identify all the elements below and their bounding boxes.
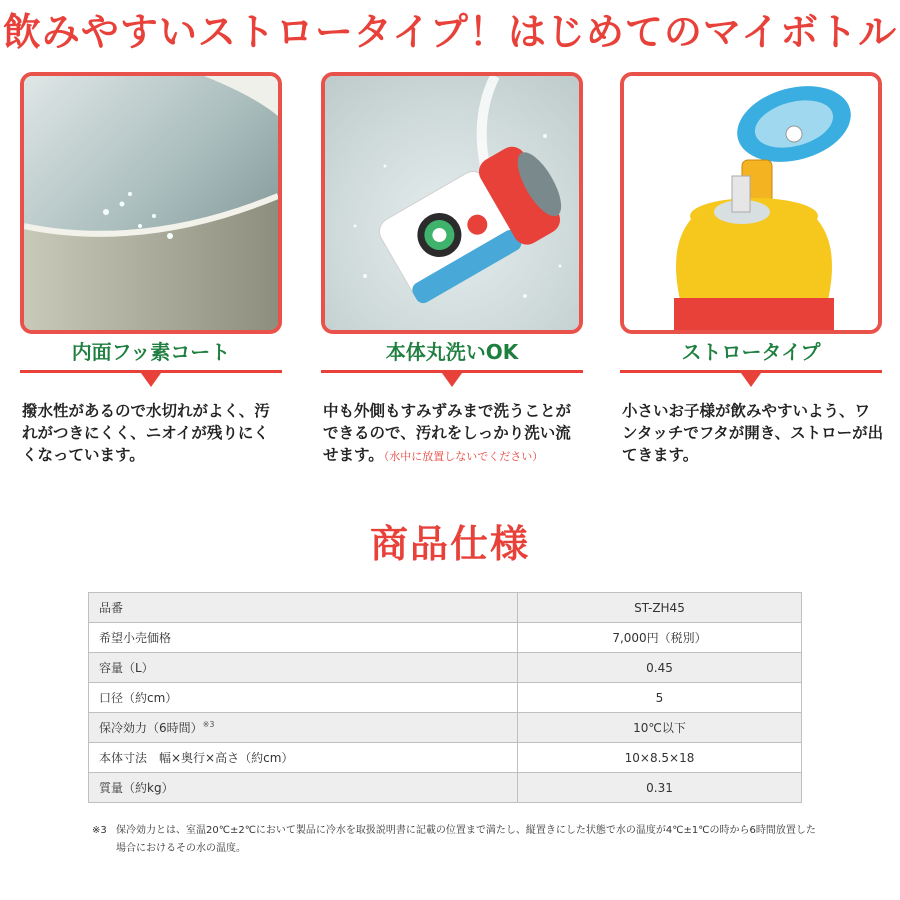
feature-description xyxy=(323,400,585,468)
spec-label: 保冷効力（6時間） xyxy=(99,721,203,735)
spec-value: 0.45 xyxy=(518,653,802,683)
spec-row xyxy=(89,743,802,773)
description-text: 小さいお子様が飲みやすいよう、ワンタッチでフタが開き、ストローが出てきます。 xyxy=(622,402,884,464)
feature-description xyxy=(622,400,884,466)
spec-label: 容量（L） xyxy=(89,653,518,683)
footnote-ref: ※3 xyxy=(202,720,215,729)
headline: 飲みやすいストロータイプ！はじめてのマイボトル xyxy=(2,10,898,54)
spec-value: 7,000円（税別） xyxy=(518,623,802,653)
spec-row xyxy=(89,653,802,683)
spec-value: 5 xyxy=(518,683,802,713)
feature-description xyxy=(22,400,284,466)
spec-row xyxy=(89,683,802,713)
spec-value: 10×8.5×18 xyxy=(518,743,802,773)
caption-pointer xyxy=(442,373,462,387)
feature-section xyxy=(0,72,900,472)
washing-note: （水中に放置しないでください） xyxy=(383,450,544,463)
straw-photo xyxy=(620,72,882,334)
feature-caption: 本体丸洗いOK xyxy=(385,340,519,364)
description-text: 撥水性があるので水切れがよく、汚れがつきにくく、ニオイが残りにくくなっています。 xyxy=(22,402,270,464)
spec-value: 0.31 xyxy=(518,773,802,803)
description-text: 中も外側もすみずみまで洗うことができるので、汚れをしっかり洗い流せます。 xyxy=(323,402,572,464)
spec-table xyxy=(88,592,802,803)
spec-label: 本体寸法 幅×奥行×高さ（約cm） xyxy=(89,743,518,773)
caption-pointer xyxy=(741,373,761,387)
feature-caption: ストロータイプ xyxy=(681,340,821,364)
footnote-text: 保冷効力とは、室温20℃±2℃において製品に冷水を取扱説明書に記載の位置まで満たし、縦置きにした状態で水の温度が4℃±1℃の時から6時間放置した場合におけるその水の温度。 xyxy=(116,825,816,854)
spec-label: 希望小売価格 xyxy=(89,623,518,653)
spec-row xyxy=(89,713,802,743)
spec-label-cell xyxy=(89,713,518,743)
footnote xyxy=(92,822,822,858)
spec-row xyxy=(89,773,802,803)
spec-label: 質量（約kg） xyxy=(89,773,518,803)
spec-value: 10℃以下 xyxy=(518,713,802,743)
spec-row xyxy=(89,623,802,653)
feature-caption: 内面フッ素コート xyxy=(71,340,231,364)
spec-row xyxy=(89,593,802,623)
washable-photo xyxy=(321,72,583,334)
inner-coating-photo xyxy=(20,72,282,334)
footnote-mark: ※3 xyxy=(92,825,107,836)
spec-title: 商品仕様 xyxy=(369,522,530,566)
caption-pointer xyxy=(141,373,161,387)
spec-label: 品番 xyxy=(89,593,518,623)
spec-value: ST-ZH45 xyxy=(518,593,802,623)
spec-label: 口径（約cm） xyxy=(89,683,518,713)
